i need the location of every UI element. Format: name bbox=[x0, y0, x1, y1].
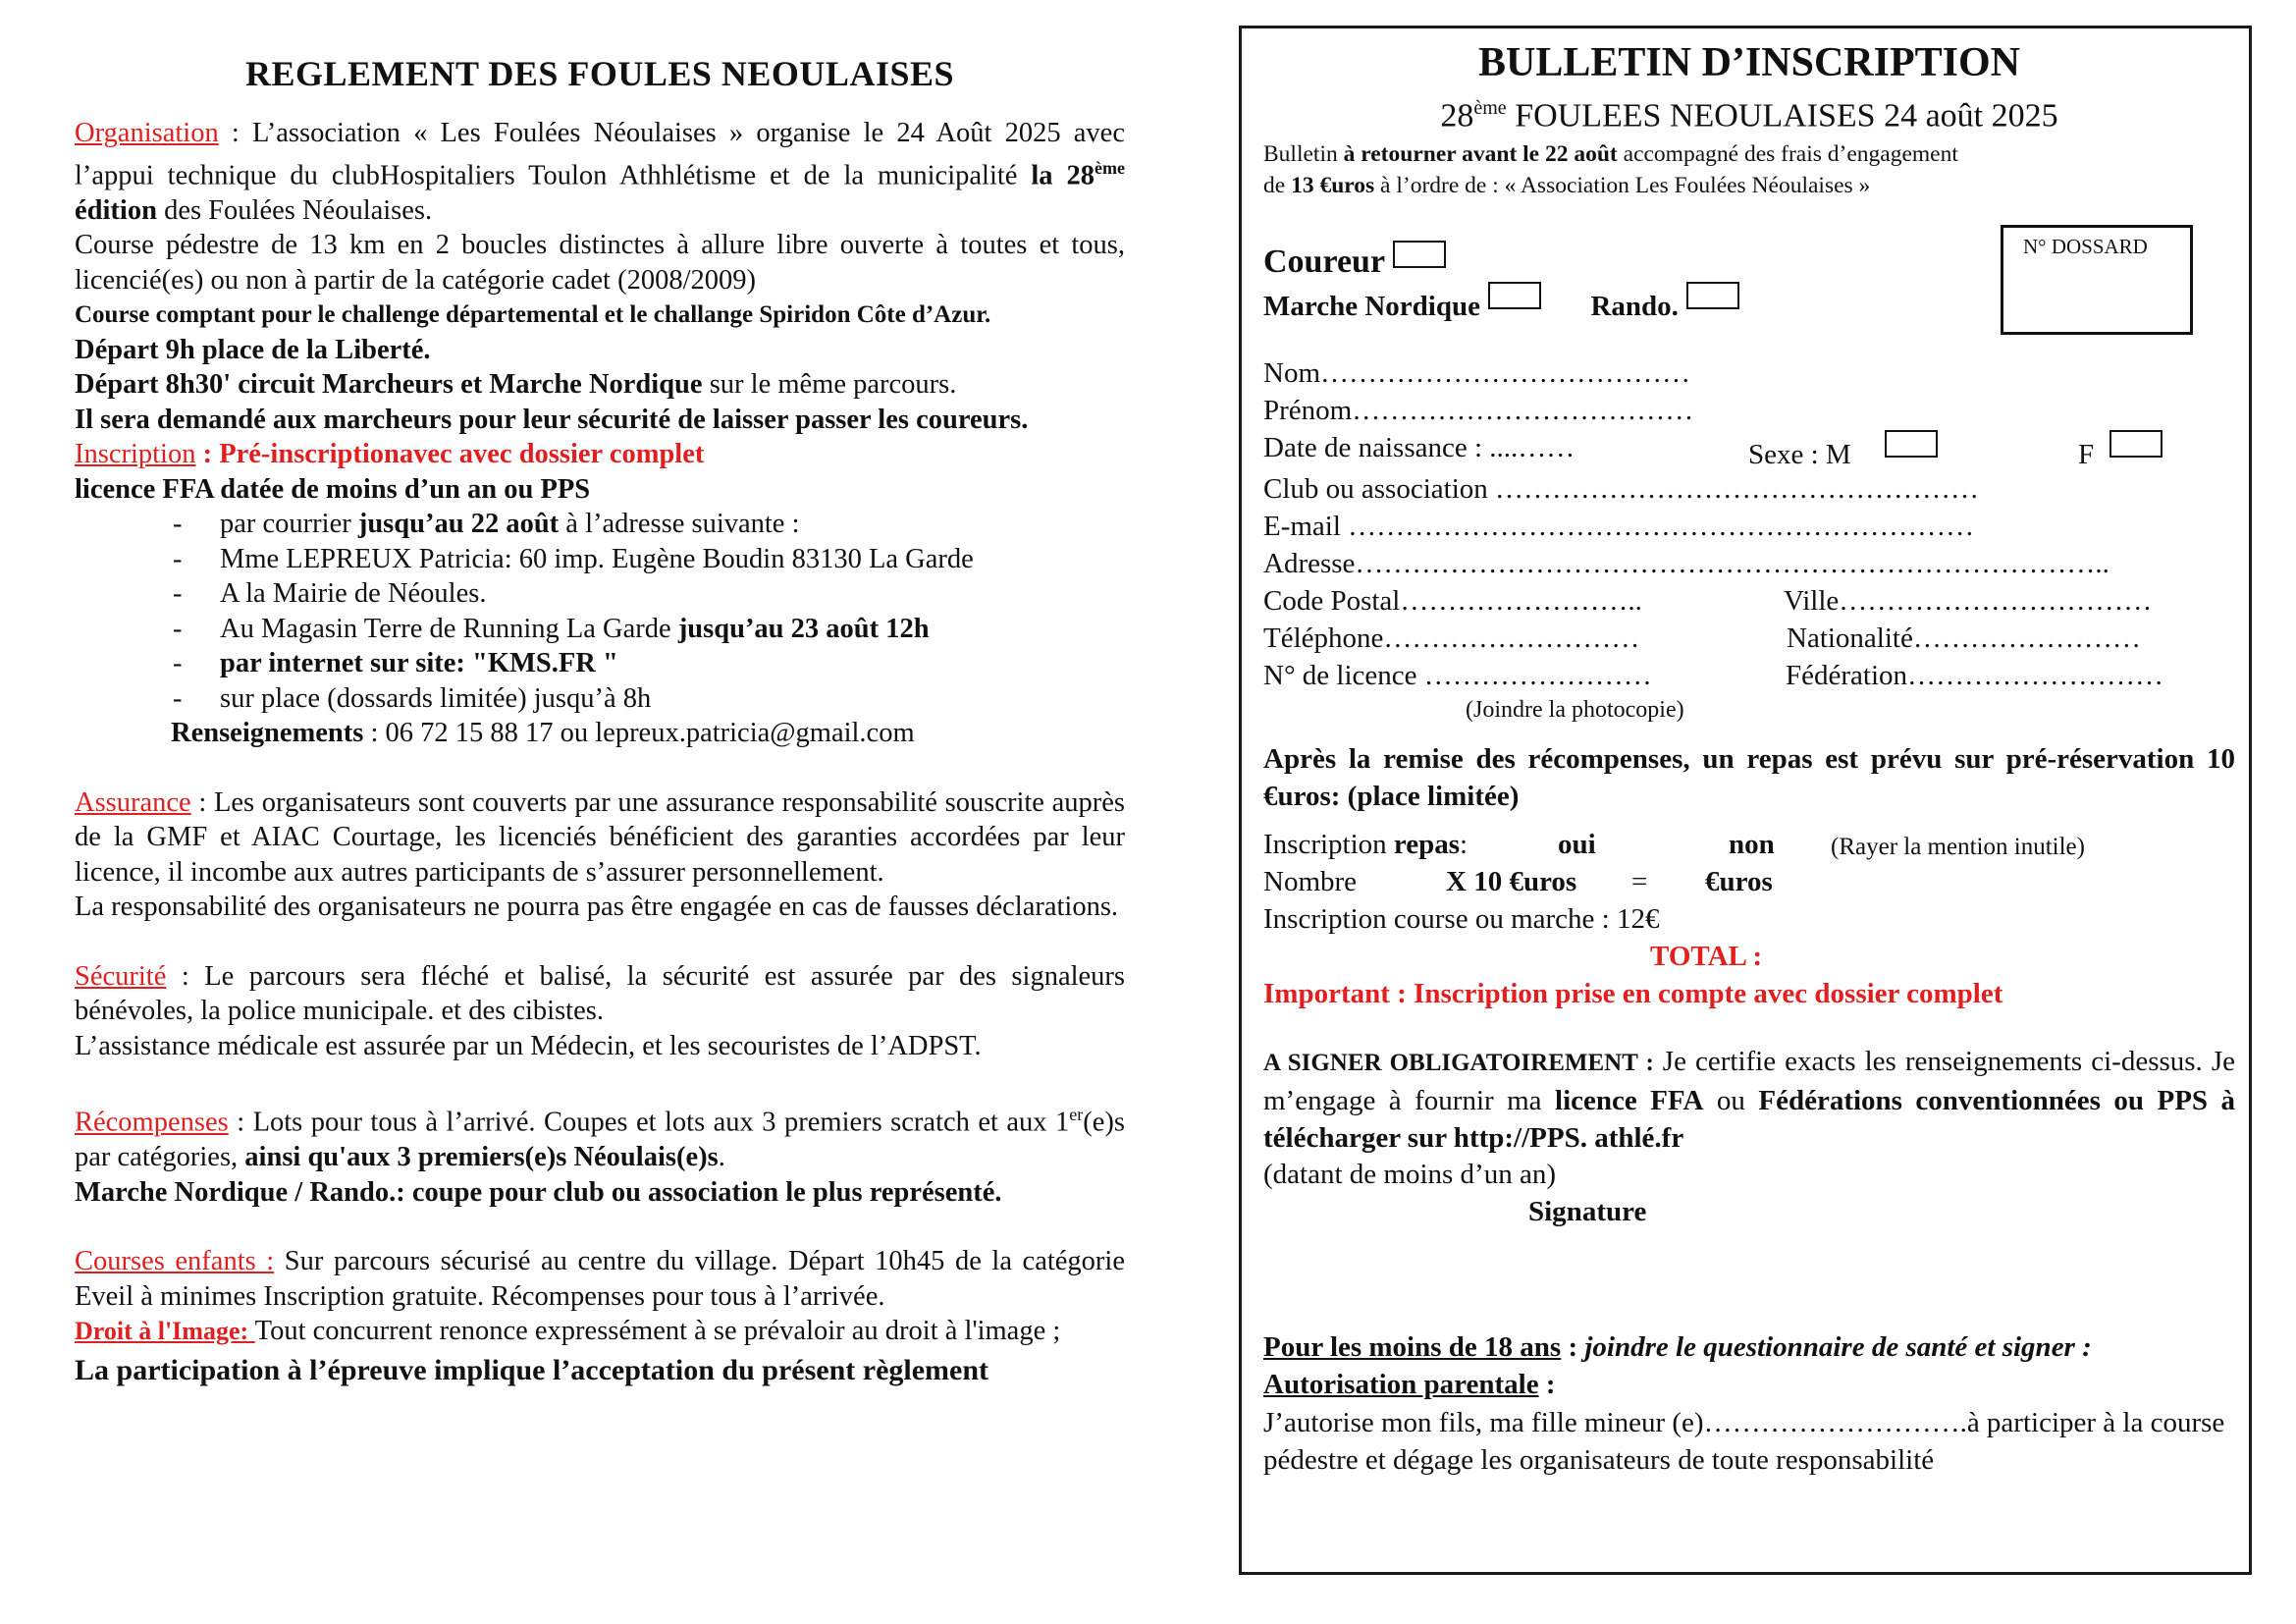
dossard-label: N° DOSSARD bbox=[2023, 235, 2148, 258]
code-postal-field[interactable]: Code Postal…………………….. bbox=[1263, 585, 1642, 618]
edition-rest: des Foulées Néoulaises. bbox=[156, 194, 433, 226]
photocopie-note: (Joindre la photocopie) bbox=[1466, 697, 1684, 724]
form-title: BULLETIN D’INSCRIPTION bbox=[1478, 40, 2020, 85]
securite-marcheurs: Il sera demandé aux marcheurs pour leur sécurité de laisser passer les coureurs. bbox=[75, 404, 1029, 435]
organisation-text: : L’association « Les Foulées Néoulaises » organise le 24 Août 2025 avec l’appui technique du clubHospitaliers Toulon Athhlétisme et de la municipalité bbox=[75, 118, 1125, 190]
ville-field[interactable]: Ville…………………………… bbox=[1784, 585, 2153, 618]
challenge-text: Course comptant pour le challenge départemental et le challange Spiridon Côte d’Azur. bbox=[75, 301, 991, 328]
repas-oui[interactable]: oui bbox=[1558, 829, 1596, 861]
repas-non[interactable]: non bbox=[1729, 829, 1775, 861]
repas-row: Inscription repas: oui non (Rayer la mention inutile) bbox=[1263, 827, 2235, 864]
method-mairie: - A la Mairie de Néoules. bbox=[75, 576, 1125, 612]
naissance-sexe-row bbox=[1263, 430, 2235, 471]
email-field[interactable]: E-mail ………………………………………………………… bbox=[1263, 511, 1975, 543]
repas-notice: Après la remise des récompenses, un repas est prévu sur pré-réservation 10 €uros: (place limitée) bbox=[1263, 743, 2235, 813]
organisation-paragraph bbox=[75, 116, 1125, 228]
enfants-label: Courses enfants : bbox=[75, 1246, 275, 1276]
adresse-field[interactable]: Adresse…………………………………………………………………….. bbox=[1263, 548, 2109, 580]
important-note: Important : Inscription prise en compte avec dossier complet bbox=[1263, 978, 2003, 1010]
sexe-f-checkbox[interactable] bbox=[2109, 430, 2163, 458]
method-magasin: - Au Magasin Terre de Running La Garde jusqu’au 23 août 12h bbox=[75, 612, 1125, 647]
assistance-medicale: L’assistance médicale est assurée par un Médecin, et les secouristes de l’ADPST. bbox=[75, 1030, 982, 1061]
nombre-row: Nombre X 10 €uros = €uros bbox=[1263, 866, 1773, 898]
federation-field[interactable]: Fédération……………………… bbox=[1786, 660, 2164, 692]
cp-ville-row bbox=[1263, 583, 2235, 621]
organisation-label: Organisation bbox=[75, 118, 219, 148]
renseignements: Renseignements : 06 72 15 88 17 ou lepreux.patricia@gmail.com bbox=[171, 718, 915, 748]
prenom-field[interactable]: Prénom……………………………… bbox=[1263, 395, 1694, 427]
form-subtitle: 28ème FOULEES NEOULAISES 24 août 2025 bbox=[1440, 97, 2058, 135]
sexe-m: Sexe : M bbox=[1748, 430, 1938, 473]
edition-sup: ème bbox=[1095, 157, 1125, 178]
reglement-title: REGLEMENT DES FOULES NEOULAISES bbox=[244, 54, 955, 93]
assurance-label: Assurance bbox=[75, 786, 191, 818]
autorisation-text[interactable]: J’autorise mon fils, ma fille mineur (e)……………………….à participer à la course pédestre et dégage les organisateurs de toute responsabilité bbox=[1263, 1407, 2225, 1477]
rayer-note: (Rayer la mention inutile) bbox=[1831, 834, 2085, 861]
activity-options: Marche Nordique Rando. bbox=[1263, 282, 2235, 326]
inscription-methods bbox=[75, 507, 1125, 716]
marche-nordique-checkbox[interactable] bbox=[1488, 282, 1541, 309]
autorisation-row: Autorisation parentale : bbox=[1263, 1369, 1556, 1401]
naissance-field[interactable]: Date de naissance : ....…… bbox=[1263, 432, 1575, 464]
assurance-responsabilite: La responsabilité des organisateurs ne pourra pas être engagée en cas de fausses déclarations. bbox=[75, 892, 1119, 922]
edition-number: la 28 bbox=[1031, 160, 1095, 190]
assurance-paragraph: Assurance : Les organisateurs sont couverts par une assurance responsabilité souscrite auprès de la GMF et AIAC Courtage, les licenciés bénéficient des garanties accordées par leur licence, il incombe aux autres participants de s’assurer personnellement. bbox=[75, 786, 1125, 888]
datant-note: (datant de moins d’un an) bbox=[1263, 1159, 1556, 1191]
depart-marche-rest: sur le même parcours. bbox=[702, 369, 957, 400]
depart-marche-bold: Départ 8h30' circuit Marcheurs et Marche Nordique bbox=[75, 369, 703, 400]
signature-label: Signature bbox=[1528, 1196, 1647, 1228]
edition-word: édition bbox=[75, 194, 157, 226]
bulletin-inscription bbox=[1239, 26, 2252, 1575]
tel-nationalite-row bbox=[1263, 621, 2235, 658]
inscription-headline: : Pré-inscriptionavec avec dossier complet bbox=[195, 439, 705, 469]
nom-field[interactable]: Nom………………………………… bbox=[1263, 357, 1690, 390]
method-internet: - par internet sur site: "KMS.FR " bbox=[75, 646, 1125, 681]
method-sur-place: - sur place (dossards limitée) jusqu’à 8h bbox=[75, 681, 1125, 717]
retour-note: Bulletin à retourner avant le 22 août accompagné des frais d’engagement de 13 €uros à l’ordre de : « Association Les Foulées Néoulaises » bbox=[1263, 141, 1958, 199]
method-courrier: - par courrier jusqu’au 22 août à l’adresse suivante : bbox=[75, 507, 1125, 542]
total-label: TOTAL : bbox=[1650, 941, 1763, 973]
course-description: Course pédestre de 13 km en 2 boucles distinctes à allure libre ouverte à toutes et tous, licencié(es) ou non à partir de la catégorie cadet (2008/2009) bbox=[75, 230, 1125, 296]
licence-federation-row bbox=[1263, 658, 2235, 695]
certification: A SIGNER OBLIGATOIREMENT : Je certifie exacts les renseignements ci-dessus. Je m’engage à fournir ma licence FFA ou Fédérations conventionnées ou PPS à télécharger sur http://PPS. athlé.fr bbox=[1263, 1046, 2235, 1155]
acceptation-reglement: La participation à l’épreuve implique l’acceptation du présent règlement bbox=[75, 1353, 989, 1386]
inscription-label: Inscription bbox=[75, 439, 196, 469]
coureur-option: Coureur bbox=[1263, 241, 2235, 282]
recompenses-label: Récompenses bbox=[75, 1107, 229, 1138]
nationalite-field[interactable]: Nationalité…………………… bbox=[1787, 623, 2141, 655]
coureur-checkbox[interactable] bbox=[1393, 241, 1446, 268]
image-label: Droit à l'Image: bbox=[75, 1317, 255, 1345]
depart-marche bbox=[75, 367, 1125, 403]
securite-label: Sécurité bbox=[75, 960, 167, 992]
reglement-column bbox=[75, 51, 1125, 1387]
licence-field[interactable]: N° de licence …………………… bbox=[1263, 660, 1652, 692]
rando-checkbox[interactable] bbox=[1686, 282, 1739, 309]
sexe-m-checkbox[interactable] bbox=[1885, 430, 1938, 458]
depart-course: Départ 9h place de la Liberté. bbox=[75, 334, 431, 365]
inscription-heading bbox=[75, 437, 1125, 472]
securite-paragraph: Sécurité : Le parcours sera fléché et balisé, la sécurité est assurée par des signaleurs bénévoles, la police municipale. et des cibistes. bbox=[75, 960, 1125, 1026]
telephone-field[interactable]: Téléphone……………………… bbox=[1263, 623, 1640, 655]
sexe-f: F bbox=[2078, 430, 2163, 473]
postal-address: - Mme LEPREUX Patricia: 60 imp. Eugène Boudin 83130 La Garde bbox=[75, 542, 1125, 577]
club-field[interactable]: Club ou association …………………………………………… bbox=[1263, 473, 1980, 506]
licence-requirement: licence FFA datée de moins d’un an ou PPS bbox=[75, 473, 591, 505]
recompenses-paragraph: Récompenses : Lots pour tous à l’arrivé. Coupes et lots aux 3 premiers scratch et aux 1er(e)s par catégories, ainsi qu'aux 3 premiers(e)s Néoulais(e)s. bbox=[75, 1105, 1125, 1172]
enfants-paragraph: Courses enfants : Sur parcours sécurisé au centre du village. Départ 10h45 de la catégorie Eveil à minimes Inscription gratuite. Récompenses pour tous à l’arrivée. bbox=[75, 1246, 1125, 1312]
course-price: Inscription course ou marche : 12€ bbox=[1263, 903, 1660, 936]
recompenses-marche: Marche Nordique / Rando.: coupe pour club ou association le plus représenté. bbox=[75, 1176, 1002, 1208]
moins-18-row: Pour les moins de 18 ans : joindre le questionnaire de santé et signer : bbox=[1263, 1331, 2092, 1364]
image-paragraph: Droit à l'Image: Tout concurrent renonce expressément à se prévaloir au droit à l'image ; bbox=[75, 1316, 1061, 1346]
